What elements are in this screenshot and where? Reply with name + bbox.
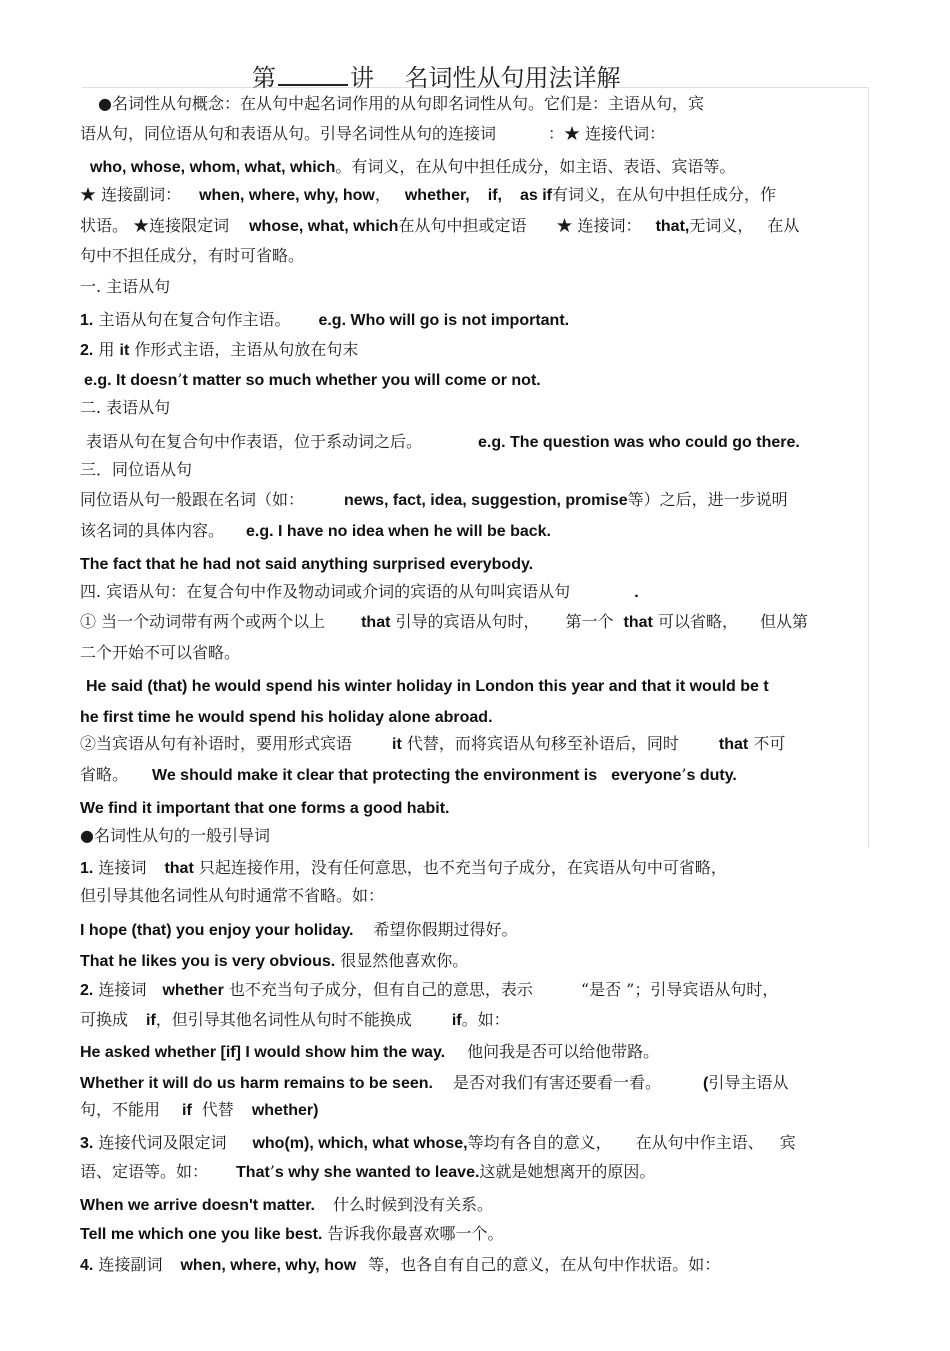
intro-line-2 (80, 124, 665, 144)
s5-item-1-example-1 (80, 920, 518, 941)
connective-adverbs: when, where, why, how (199, 187, 375, 204)
s5-item-2-cont (80, 1010, 510, 1031)
rule-text: 可以省略， (657, 612, 738, 631)
point-text: 语、定语等。如： (80, 1162, 209, 1181)
example-sentence: That he likes you is very obvious. (80, 953, 336, 970)
s3-line-2 (80, 521, 551, 542)
example-sentence: e.g. The question was who could go there. (478, 434, 800, 451)
rule-text: ②当宾语从句有补语时，要用形式宾语 (80, 734, 353, 753)
example-sentence: e.g. I have no idea when he will be back. (246, 523, 551, 540)
keyword: who(m), which, what whose, (252, 1135, 468, 1152)
note-text: 句，不能用 (80, 1100, 161, 1119)
rule-text: 第一个 (565, 612, 614, 631)
keyword: it (119, 342, 130, 359)
apostrophe: ’ (269, 1162, 275, 1181)
point-text: 主语从句在复合句作主语。 (98, 310, 291, 329)
example-sentence: He said (that) he would spend his winter holiday in London this year and that it would be t (86, 678, 769, 695)
intro-text: ★ 连接词： (556, 216, 642, 235)
translation: 这就是她想离开的原因。 (479, 1162, 656, 1181)
example-sentence: t matter so much whether you will come or not. (182, 372, 541, 389)
rule-text: 但从第 (759, 612, 808, 631)
intro-text: 无词义， (689, 216, 754, 235)
point-text: 该名词的具体内容。 (80, 521, 225, 540)
point-text: ，但引导其他名词性从句时不能换成 (155, 1010, 412, 1029)
section-heading-introducers: ●名词性从句的一般引导词 (80, 826, 270, 845)
s3-example-2 (80, 554, 533, 575)
s5-item-2-example-2 (80, 1073, 788, 1094)
apostrophe: ’ (177, 370, 183, 389)
example-sentence: Whether it will do us harm remains to be seen. (80, 1075, 433, 1092)
point-text: 作形式主语，主语从句放在句末 (134, 340, 359, 359)
s1-point-2 (80, 340, 358, 361)
point-text: 连接代词及限定词 (98, 1133, 227, 1152)
heading-text: 四. 宾语从句：在复合句中作及物动词或介词的宾语的从句叫宾语从句 (80, 582, 571, 601)
point-number: 3. (80, 1135, 94, 1152)
point-text: 。如： (461, 1010, 510, 1029)
point-text: 连接词 (98, 980, 147, 999)
point-number: 4. (80, 1257, 94, 1274)
intro-text: 在从 (767, 216, 800, 235)
example-sentence: s duty. (686, 767, 737, 784)
point-text: 连接词 (98, 858, 147, 877)
section-heading-predicative-clause: 二. 表语从句 (80, 398, 171, 417)
point-text: 表语从句在复合句中作表语，位于系动词之后。 (86, 432, 423, 451)
example-sentence: He asked whether [if] I would show him the way. (80, 1044, 446, 1061)
point-text: “是否 ”；引导宾语从句时， (580, 980, 779, 999)
point-text: 同位语从句一般跟在名词（如： (80, 490, 305, 509)
section-heading-appositive-clause: 三．同位语从句 (80, 460, 193, 479)
s5-item-1 (80, 858, 727, 879)
keyword: if (182, 1102, 192, 1119)
intro-text: 语从句，同位语从句和表语从句。引导名词性从句的连接词 (80, 124, 497, 143)
point-text: 也不充当句子成分，但有自己的意思，表示 (228, 980, 533, 999)
s4-example-1 (86, 676, 769, 697)
example-sentence: Tell me which one you like best. (80, 1226, 323, 1243)
point-text: 用 (98, 340, 115, 359)
example-sentence: The fact that he had not said anything surprised everybody. (80, 556, 534, 573)
intro-text: 在从句中担或定语 (398, 216, 527, 235)
paren: ( (702, 1075, 709, 1092)
translation: 告诉我你最喜欢哪一个。 (327, 1224, 504, 1243)
s5-item-1-example-2 (80, 951, 468, 972)
keyword: when, where, why, how (180, 1257, 357, 1274)
rule-text: 代替，而将宾语从句移至补语后，同时 (406, 734, 679, 753)
s4-rule-1 (80, 612, 808, 633)
keyword: that (718, 736, 749, 753)
point-text: 只起连接作用，没有任何意思，也不充当句子成分，在宾语从句中可省略， (198, 858, 727, 877)
s1-point-1 (80, 310, 569, 331)
section-heading-object-clause (80, 582, 639, 603)
content-frame-right-border (868, 87, 869, 847)
title-prefix: 第 (252, 64, 276, 92)
keyword: it (392, 736, 402, 753)
page-title (252, 58, 621, 93)
s5-item-1-cont: 但引导其他名词性从句时通常不省略。如： (80, 886, 385, 905)
rule-text: ① 当一个动词带有两个或两个以上 (80, 612, 326, 631)
intro-text: ， (374, 185, 391, 204)
intro-line-3 (90, 157, 735, 178)
s4-example-1-cont (80, 707, 493, 728)
point-number: 1. (80, 312, 94, 329)
title-blank (278, 66, 348, 86)
point-text: 等，也各自有自己的意义，在从句中作状语。如： (368, 1255, 721, 1274)
s4-rule-2-cont (80, 765, 737, 786)
example-sentence: e.g. It doesn (84, 372, 178, 389)
example-sentence: I hope (that) you enjoy your holiday. (80, 922, 354, 939)
s2-point-1 (86, 432, 800, 453)
keyword: if (451, 1012, 462, 1029)
keyword: if (146, 1012, 156, 1029)
translation: 是否对我们有害还要看一看。 (452, 1073, 661, 1092)
connective-determiners: whose, what, which (249, 218, 399, 235)
example-sentence: he first time he would spend his holiday alone abroad. (80, 709, 493, 726)
title-suffix: 讲 (350, 64, 374, 92)
s4-example-3 (80, 798, 449, 819)
s5-item-4 (80, 1255, 720, 1276)
point-text: 等均有各自的意义， (467, 1133, 612, 1152)
s5-item-3 (80, 1133, 796, 1154)
keyword: that (164, 860, 194, 877)
rule-text: 省略。 (80, 765, 129, 784)
s5-item-2-example-1 (80, 1042, 659, 1063)
s5-item-3-cont (80, 1162, 655, 1183)
example-sentence: e.g. Who will go is not important. (318, 312, 570, 329)
point-number: 2. (80, 982, 94, 999)
point-text: 在从句中作主语、 (635, 1133, 764, 1152)
note-text: 代替 (201, 1100, 234, 1119)
point-text: 宾 (779, 1133, 796, 1152)
s4-rule-1-cont: 二个开始不可以省略。 (80, 643, 241, 662)
s1-example-2 (84, 370, 541, 391)
intro-text: 状语。 ★连接限定词 (80, 216, 230, 235)
point-number: 1. (80, 860, 94, 877)
example-sentence: We should make it clear that protecting the environment is (152, 767, 598, 784)
keyword: that (623, 614, 653, 631)
connective-pronouns: who, whose, whom, what, which (90, 159, 336, 176)
section-heading-subject-clause: 一. 主语从句 (80, 277, 171, 296)
keyword: as if (519, 187, 552, 204)
s4-rule-2 (80, 734, 785, 755)
keyword: that (361, 614, 391, 631)
intro-text: ★ 连接副词： (80, 185, 182, 204)
example-sentence: We find it important that one forms a good habit. (80, 800, 450, 817)
keyword: whether (162, 982, 224, 999)
s5-item-3-example-2 (80, 1224, 504, 1245)
rule-text: 不可 (753, 734, 786, 753)
intro-text: 有词义，在从句中担任成分，作 (551, 185, 776, 204)
point-text: 可换成 (80, 1010, 129, 1029)
example-sentence: That (236, 1164, 270, 1181)
keyword: that, (655, 218, 690, 235)
translation: 他问我是否可以给他带路。 (467, 1042, 660, 1061)
keyword: whether, (404, 187, 470, 204)
intro-line-4 (80, 185, 776, 206)
translation: 希望你假期过得好。 (373, 920, 518, 939)
heading-text: . (634, 584, 639, 601)
example-sentence: everyone (611, 767, 682, 784)
s5-item-2-note (80, 1100, 318, 1121)
point-number: 2. (80, 342, 94, 359)
translation: 什么时候到没有关系。 (332, 1195, 493, 1214)
keyword: if, (487, 187, 502, 204)
intro-line-1 (98, 94, 704, 114)
intro-line-6 (80, 246, 304, 266)
s5-item-3-example-1 (80, 1195, 493, 1216)
example-sentence: s why she wanted to leave. (274, 1164, 480, 1181)
intro-text: 。有词义，在从句中担任成分，如主语、表语、宾语等。 (335, 157, 736, 176)
rule-text: 引导的宾语从句时， (395, 612, 540, 631)
note-text: 引导主语从 (708, 1073, 789, 1092)
keyword: whether) (251, 1102, 319, 1119)
s3-line-1 (80, 490, 788, 511)
title-text: 名词性从句用法详解 (404, 64, 621, 92)
s5-item-2 (80, 980, 778, 1001)
example-sentence: When we arrive doesn't matter. (80, 1197, 315, 1214)
intro-text: 句中不担任成分，有时可省略。 (80, 246, 305, 265)
noun-list: news, fact, idea, suggestion, promise (344, 492, 628, 509)
intro-text: ●名词性从句概念：在从句中起名词作用的从句即名词性从句。它们是：主语从句，宾 (98, 94, 704, 113)
intro-text: ：★ 连接代词： (548, 124, 666, 143)
point-text: 连接副词 (98, 1255, 163, 1274)
translation: 很显然他喜欢你。 (340, 951, 469, 970)
point-text: 等）之后，进一步说明 (627, 490, 788, 509)
apostrophe: ’ (681, 765, 687, 784)
intro-line-5 (80, 216, 799, 237)
